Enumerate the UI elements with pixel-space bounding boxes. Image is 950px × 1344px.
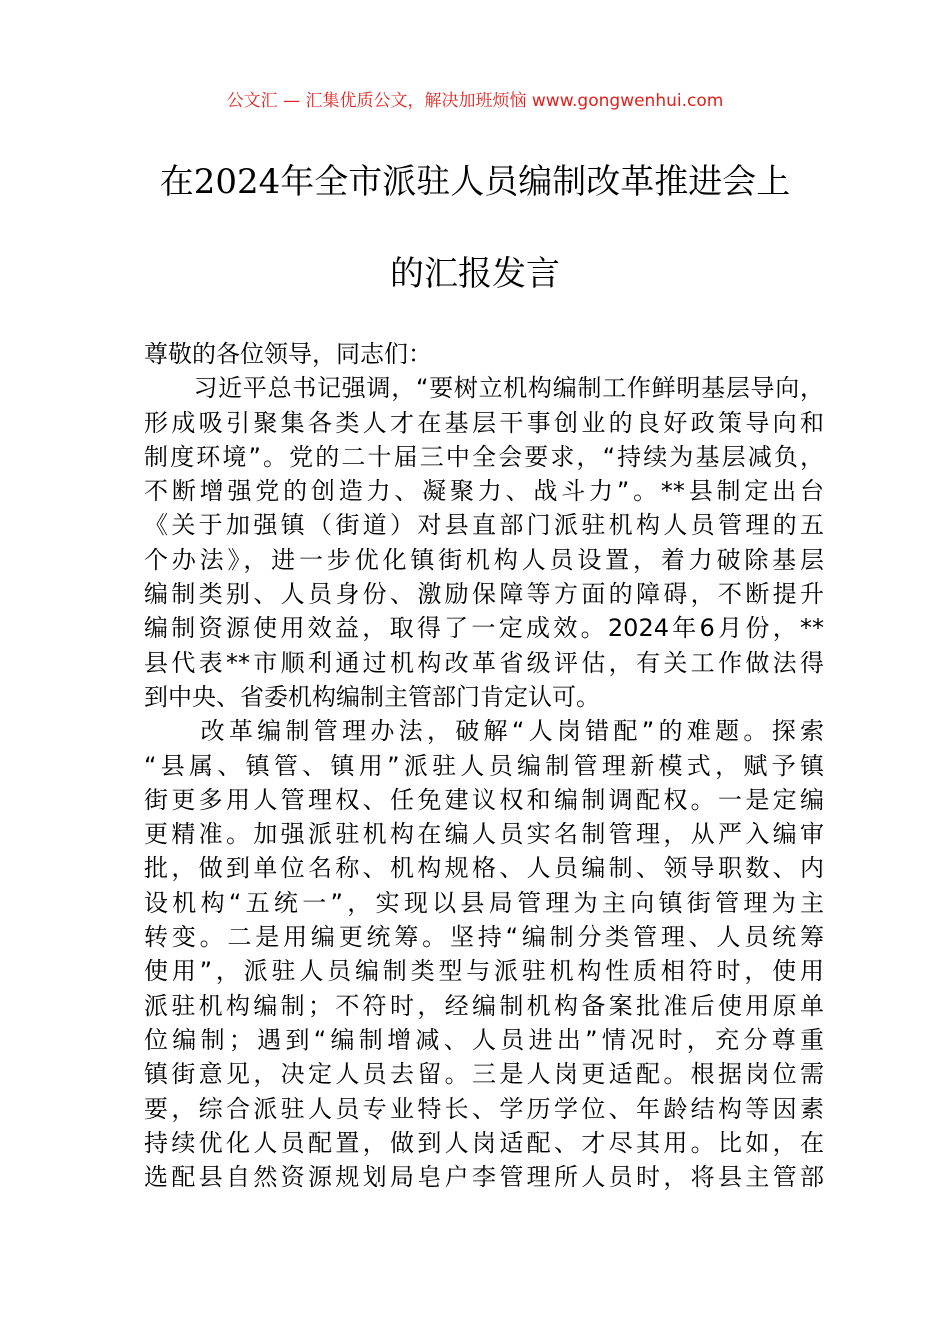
text-line: 《关于加强镇（街道）对县直部门派驻机构人员管理的五: [144, 511, 824, 540]
text-line: 编制类别、人员身份、激励保障等方面的障碍，不断提升: [144, 580, 824, 609]
document-body: [144, 337, 824, 1194]
text-line: 镇街意见，决定人员去留。三是人岗更适配。根据岗位需: [144, 1060, 824, 1089]
text-line: 要，综合派驻人员专业特长、学历学位、年龄结构等因素: [144, 1094, 824, 1123]
text-line: “县属、镇管、镇用”派驻人员编制管理新模式，赋予镇: [144, 751, 824, 780]
document-title-line-1: 在2024年全市派驻人员编制改革推进会上: [159, 162, 791, 202]
text-line: 改革编制管理办法，破解“人岗错配”的难题。探索: [144, 717, 824, 746]
text-line: 县代表**市顺利通过机构改革省级评估，有关工作做法得: [144, 648, 824, 677]
text-line: 更精准。加强派驻机构在编人员实名制管理，从严入编审: [144, 820, 824, 849]
text-line: 制度环境”。党的二十届三中全会要求，“持续为基层减负，: [144, 442, 824, 471]
text-line: 编制资源使用效益，取得了一定成效。2024年6月份，**: [144, 614, 824, 643]
salutation: 尊敬的各位领导，同志们：: [144, 340, 432, 368]
text-line: 设机构“五统一”，实现以县局管理为主向镇街管理为主: [144, 888, 824, 917]
watermark-header: 公文汇 — 汇集优质公文，解决加班烦恼 www.gongwenhui.com: [226, 91, 724, 111]
text-line: 持续优化人员配置，做到人岗适配、才尽其用。比如，在: [144, 1128, 824, 1157]
text-line: 习近平总书记强调，“要树立机构编制工作鲜明基层导向，: [144, 374, 824, 403]
text-line: 个办法》，进一步优化镇街机构人员设置，着力破除基层: [144, 545, 824, 574]
paragraph-1: [144, 371, 824, 714]
text-line: 使用”，派驻人员编制类型与派驻机构性质相符时，使用: [144, 957, 824, 986]
text-line: 派驻机构编制；不符时，经编制机构备案批准后使用原单: [144, 991, 824, 1020]
text-line: 位编制；遇到“编制增减、人员进出”情况时，充分尊重: [144, 1025, 824, 1054]
text-line: 街更多用人管理权、任免建议权和编制调配权。一是定编: [144, 785, 824, 814]
document-title-line-2: 的汇报发言: [390, 254, 560, 294]
text-line: 转变。二是用编更统筹。坚持“编制分类管理、人员统筹: [144, 923, 824, 952]
text-line: 不断增强党的创造力、凝聚力、战斗力”。**县制定出台: [144, 477, 824, 506]
paragraph-2: [144, 714, 824, 1194]
text-line: 批，做到单位名称、机构规格、人员编制、领导职数、内: [144, 854, 824, 883]
text-line: 形成吸引聚集各类人才在基层干事创业的良好政策导向和: [144, 408, 824, 437]
text-line: 选配县自然资源规划局皂户李管理所人员时，将县主管部: [144, 1163, 824, 1192]
text-line: 到中央、省委机构编制主管部门肯定认可。: [144, 682, 600, 711]
